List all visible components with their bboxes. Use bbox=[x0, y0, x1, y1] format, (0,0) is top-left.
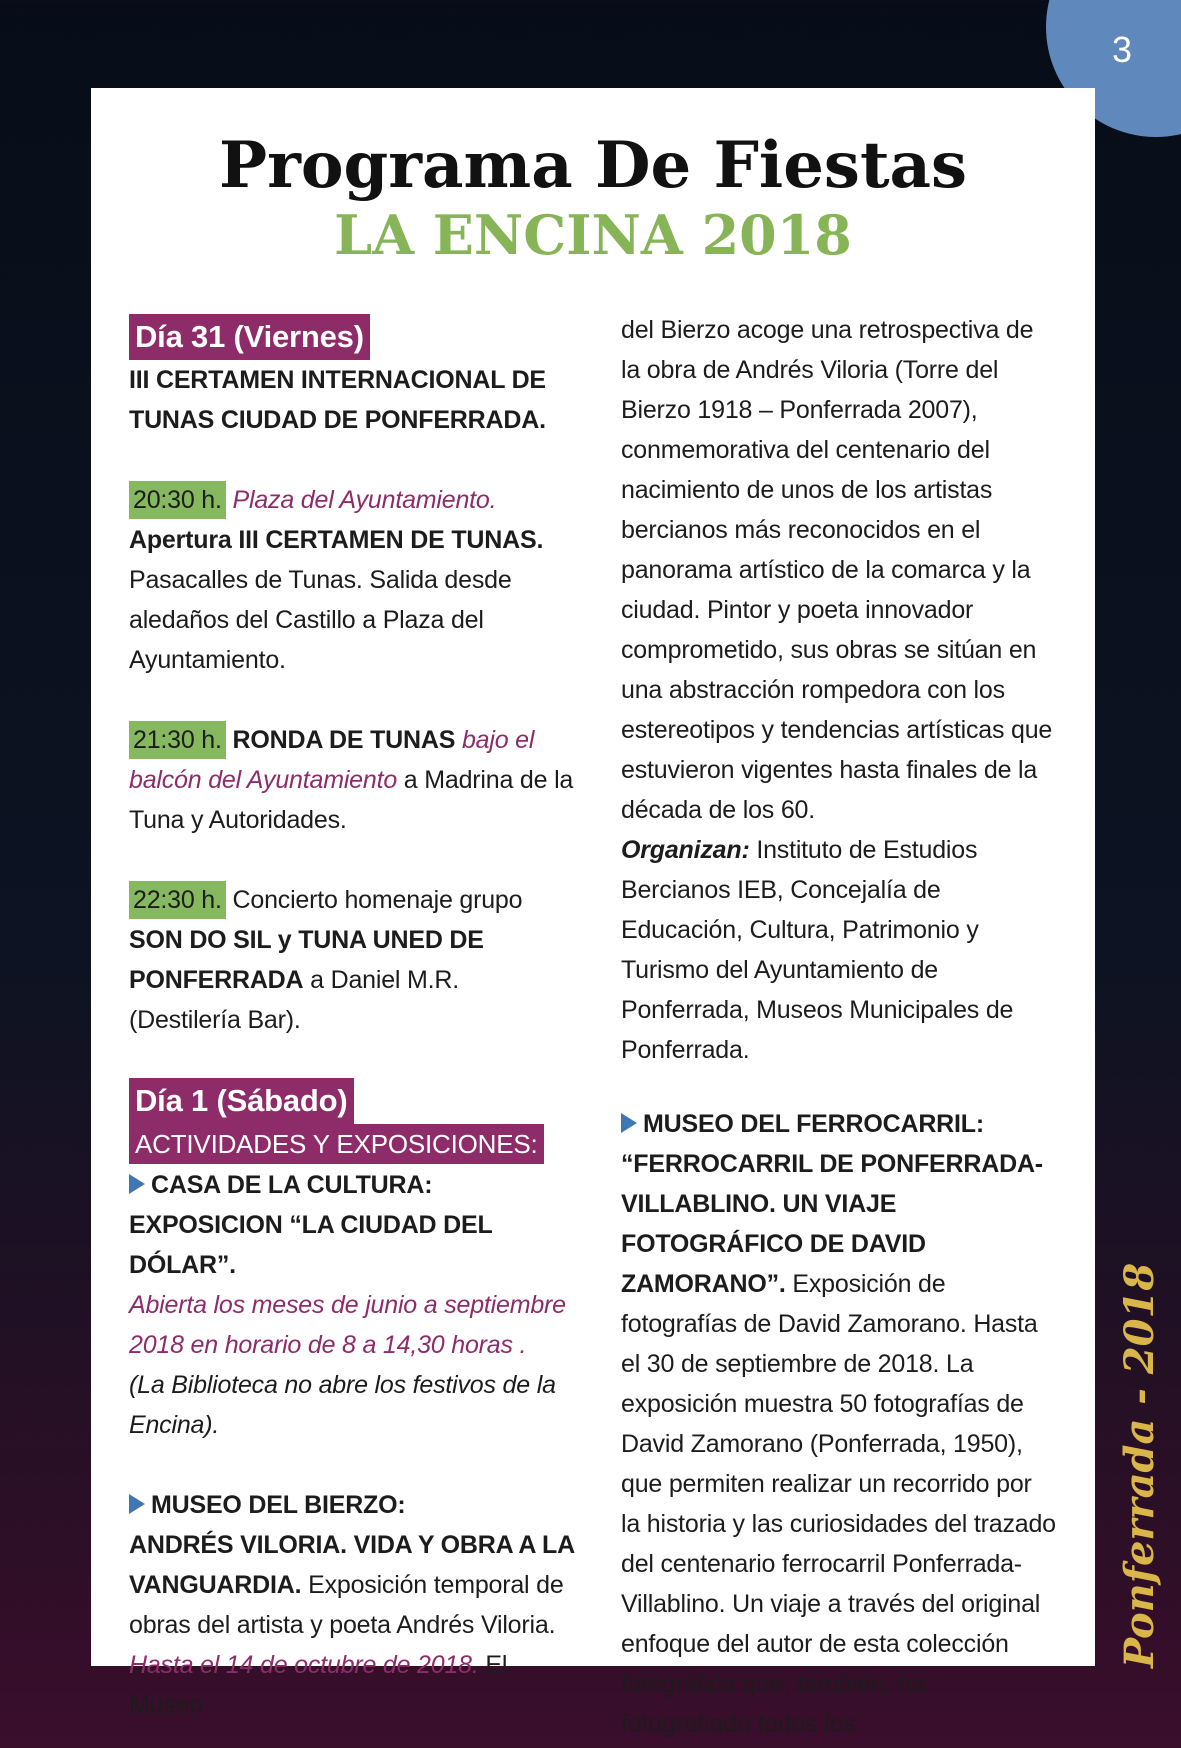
organizers-label: Organizan: bbox=[621, 836, 750, 864]
section-note: (La Biblioteca no abre los festivos de la Encina). bbox=[129, 1371, 556, 1439]
organizers bbox=[621, 830, 1057, 1070]
event-title: Apertura III CERTAMEN DE TUNAS. bbox=[129, 526, 544, 554]
section-museo-ferrocarril bbox=[621, 1104, 1057, 1744]
page-subtitle: LA ENCINA 2018 bbox=[334, 203, 852, 267]
event-text: Pasacalles de Tunas. Salida desde aledaños del Castillo a Plaza del Ayuntamiento. bbox=[129, 566, 512, 674]
time-badge: 22:30 h. bbox=[129, 881, 226, 919]
event-title: SON DO SIL y TUNA UNED DE PONFERRADA bbox=[129, 926, 484, 994]
event-text: a Madrina de la Tuna y Autoridades. bbox=[129, 766, 574, 834]
activities-heading: ACTIVIDADES Y EXPOSICIONES: bbox=[129, 1124, 544, 1164]
section-until: Hasta el 14 de octubre de 2018. bbox=[129, 1651, 479, 1679]
side-text-ponferrada: Ponferrada - 2018 bbox=[1116, 1262, 1163, 1668]
program-card bbox=[91, 88, 1095, 1738]
time-badge: 21:30 h. bbox=[129, 721, 226, 759]
day-heading-1: Día 1 (Sábado) bbox=[129, 1078, 354, 1124]
section-title: EXPOSICION “LA CIUDAD DEL DÓLAR”. bbox=[129, 1211, 493, 1279]
event-2130 bbox=[129, 720, 577, 840]
section-head: MUSEO DEL BIERZO: bbox=[151, 1491, 406, 1519]
section-head: CASA DE LA CULTURA: bbox=[151, 1171, 433, 1199]
day-heading-31: Día 31 (Viernes) bbox=[129, 314, 370, 360]
section-title: “FERROCARRIL DE PONFERRADA-VILLABLINO. UN VIAJE FOTOGRÁFICO DE DAVID ZAMORANO”. bbox=[621, 1150, 1043, 1298]
section-text: Exposición temporal de obras del artista y poeta Andrés Viloria. bbox=[129, 1571, 564, 1639]
section-title: ANDRÉS VILORIA. VIDA Y OBRA A LA VANGUARDIA. bbox=[129, 1531, 575, 1599]
triangle-bullet-icon bbox=[129, 1494, 145, 1514]
certamen-heading: III CERTAMEN INTERNACIONAL DE TUNAS CIUDAD DE PONFERRADA. bbox=[129, 366, 546, 434]
section-museo-bierzo bbox=[129, 1485, 577, 1725]
left-column bbox=[129, 310, 577, 1725]
time-badge: 20:30 h. bbox=[129, 481, 226, 519]
organizers-text: Instituto de Estudios Bercianos IEB, Concejalía de Educación, Cultura, Patrimonio y Turismo del Ayuntamiento de Ponferrada, Museos Municipales de Ponferrada. bbox=[621, 836, 1014, 1064]
section-casa-cultura bbox=[129, 1165, 577, 1445]
viloria-paragraph: del Bierzo acoge una retrospectiva de la obra de Andrés Viloria (Torre del Bierzo 1918 – Ponferrada 2007), conmemorativa del centenario del nacimiento de unos de los artistas bercianos más reconocidos en el panorama artístico de la comarca y la ciudad. Pintor y poeta innovador comprometido, sus obras se sitúan en una abstracción rompedora con los estereotipos y tendencias artísticas que estuvieron vigentes hasta finales de la década de los 60. bbox=[621, 316, 1053, 824]
event-2230 bbox=[129, 880, 577, 1040]
page-title: Programa De Fiestas bbox=[219, 128, 967, 203]
section-text-tail: El Museo bbox=[129, 1651, 508, 1719]
event-text: a Daniel M.R. (Destilería Bar). bbox=[129, 966, 459, 1034]
section-text: Exposición de fotografías de David Zamorano. Hasta el 30 de septiembre de 2018. La exposición muestra 50 fotografías de David Zamorano (Ponferrada, 1950), que permiten realizar un recorrido por la historia y las curiosidades del trazado del centenario ferrocarril Ponferrada-Villablino. Un viaje a través del original enfoque del autor de esta colección fotográfica que, también, ha fotografiado todos los bbox=[621, 1270, 1056, 1738]
right-column bbox=[621, 310, 1057, 1744]
section-head: MUSEO DEL FERROCARRIL: bbox=[643, 1110, 984, 1138]
triangle-bullet-icon bbox=[621, 1113, 637, 1133]
triangle-bullet-icon bbox=[129, 1174, 145, 1194]
section-hours: Abierta los meses de junio a septiembre 2018 en horario de 8 a 14,30 horas . bbox=[129, 1291, 566, 1359]
event-place: bajo el balcón del Ayuntamiento bbox=[129, 726, 535, 794]
event-2030 bbox=[129, 480, 577, 680]
page-number: 3 bbox=[1111, 29, 1133, 70]
event-title: RONDA DE TUNAS bbox=[232, 726, 456, 754]
event-text: Concierto homenaje grupo bbox=[232, 886, 523, 914]
event-place: Plaza del Ayuntamiento. bbox=[232, 486, 497, 514]
